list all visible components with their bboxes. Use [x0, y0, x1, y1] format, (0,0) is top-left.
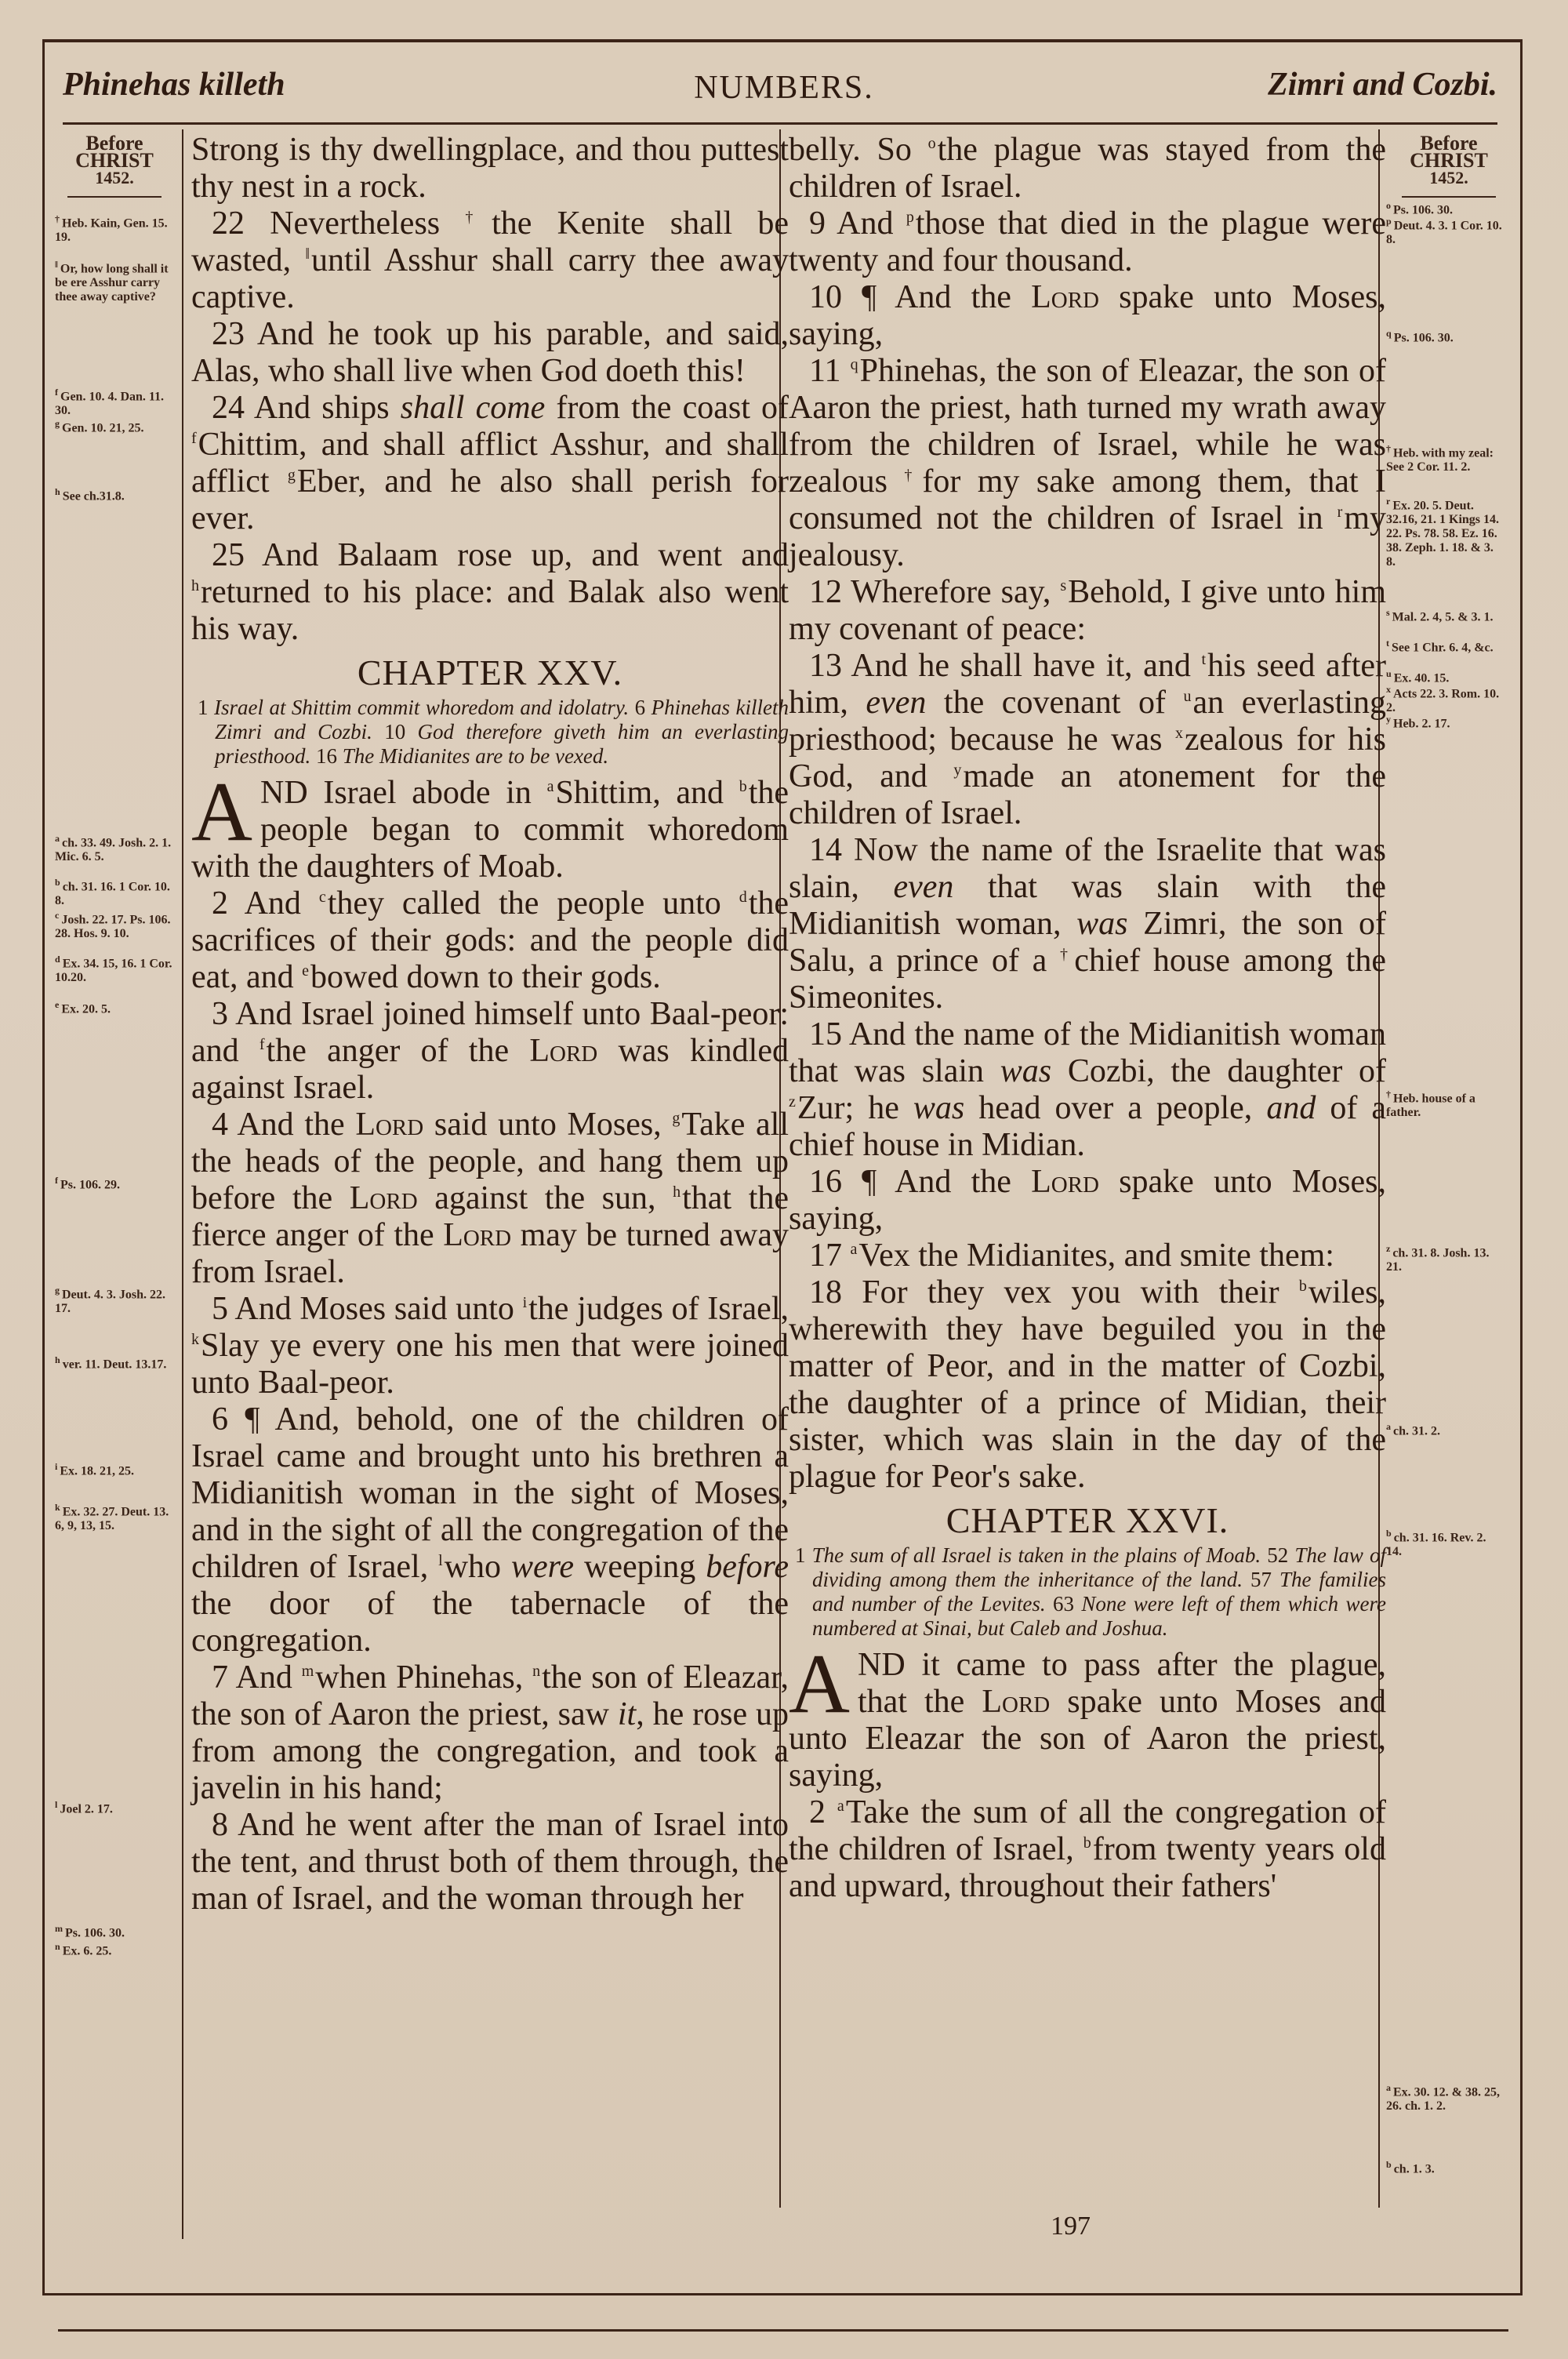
margin-note: † Heb. with my zeal: See 2 Cor. 11. 2. — [1386, 443, 1494, 474]
chapter-summary: 1 Israel at Shittim commit whoredom and idolatry. 6 Phinehas killeth Zimri and Cozbi. 10 God therefore giveth him an everlasting priesthood. 16 The Midianites are to be vexed. — [198, 696, 789, 768]
verse-2: 2 $^a$Take the sum of all the congregation of the children of Israel, $^b$from twenty years old and upward, throughout their fathers' — [789, 1794, 1387, 1904]
verse-13: 13 And he shall have it, and $^t$his seed after him, even the covenant of $^u$an everlasting priesthood; because he was $^x$zealous for his God, and $^y$made an atonement for the children of Israel. — [789, 648, 1387, 831]
era-label — [52, 125, 177, 187]
verse-6: 6 ¶ And, behold, one of the children of Israel came and brought unto his brethren a Midianitish woman in the sight of Moses, and in the sight of all the congregation of the children of Israel, $^l$who were weeping before the door of the tabernacle of the congregation. — [191, 1401, 789, 1659]
margin-note: $^b$ ch. 1. 3. — [1386, 2159, 1435, 2176]
margin-note: $^z$ ch. 31. 8. Josh. 13. 21. — [1386, 1243, 1490, 1274]
verse-7: 7 And $^m$when Phinehas, $^n$the son of Eleazar, the son of Aaron the priest, saw it, he rose up from among the congregation, and took a javelin in his hand; — [191, 1659, 789, 1806]
verse-4: 4 And the Lord said unto Moses, $^g$Take all the heads of the people, and hang them up before the Lord against the sun, $^h$that the fierce anger of the Lord may be turned away from Israel. — [191, 1107, 789, 1290]
verse-1: AND it came to pass after the plague, that the Lord spake unto Moses and unto Eleazar the son of Aaron the priest, saying, — [789, 1637, 1386, 1794]
margin-note: † Heb. Kain, Gen. 15. 19. — [55, 213, 168, 245]
column-rule-left — [182, 129, 183, 2239]
chapter-summary: 1 The sum of all Israel is taken in the plains of Moab. 52 The law of dividing among them the inheritance of the land. 57 The families and number of the Levites. 63 None were left of them which were numbered at Sinai, but Caleb and Joshua. — [795, 1543, 1387, 1640]
verse-5: 5 And Moses said unto $^i$the judges of Israel, $^k$Slay ye every one his men that were joined unto Baal-peor. — [191, 1291, 789, 1401]
margin-note: ‖ Or, how long shall it be ere Asshur carry thee away captive? — [55, 259, 169, 304]
margin-note: $^q$ Ps. 106. 30. — [1386, 328, 1454, 345]
margin-note: $^g$ Deut. 4. 3. Josh. 22. 17. — [55, 1285, 166, 1316]
margin-note: $^f$ Gen. 10. 4. Dan. 11. 30. — [55, 387, 165, 418]
verse-17: 17 $^a$Vex the Midianites, and smite them: — [809, 1238, 1334, 1274]
era-christ: CHRIST — [75, 149, 154, 172]
margin-note: $^b$ ch. 31. 16. 1 Cor. 10. 8. — [55, 877, 170, 908]
running-head-left: Phinehas killeth — [63, 67, 285, 103]
chapter-heading: CHAPTER XXVI. — [946, 1500, 1229, 1540]
era-before: Before — [1420, 132, 1478, 154]
margin-note: $^r$ Ex. 20. 5. Deut. 32.16, 21. 1 Kings 14. 22. Ps. 78. 58. Ez. 16. 38. Zeph. 1. 18. & 3. 8. — [1386, 496, 1500, 569]
verse-22: 22 Nevertheless †the Kenite shall be wasted, ‖until Asshur shall carry thee away captive. — [191, 205, 789, 315]
bottom-rule — [58, 2329, 1508, 2332]
margin-note: $^a$ ch. 31. 2. — [1386, 1421, 1440, 1438]
verse-23: 23 And he took up his parable, and said, Alas, who shall live when God doeth this! — [191, 316, 789, 389]
chapter-heading: CHAPTER XXV. — [357, 652, 623, 692]
verse-10: 10 ¶ And the Lord spake unto Moses, saying, — [789, 279, 1386, 352]
running-head-right: Zimri and Cozbi. — [1268, 67, 1497, 103]
left-margin-references — [52, 125, 177, 204]
margin-note: $^b$ ch. 31. 16. Rev. 2. 14. — [1386, 1528, 1486, 1559]
margin-note: $^y$ Heb. 2. 17. — [1386, 714, 1450, 731]
verse-1: AND Israel abode in $^a$Shittim, and $^b$the people began to commit whoredom with the daughters of Moab. — [191, 765, 789, 885]
verse-15: 15 And the name of the Midianitish woman that was slain was Cozbi, the daughter of $^z$Zur; he was head over a people, and of a chief house in Midian. — [789, 1016, 1386, 1163]
verse-11: 11 $^q$Phinehas, the son of Eleazar, the son of Aaron the priest, hath turned my wrath away from the children of Israel, while he was zealous †for my sake among them, that I consumed not the children of Israel in $^r$my jealousy. — [789, 353, 1387, 573]
margin-note: $^u$ Ex. 40. 15. — [1386, 668, 1450, 685]
header-rule — [63, 122, 1497, 125]
drop-cap: A — [789, 1637, 850, 1731]
margin-note: $^e$ Ex. 20. 5. — [55, 999, 111, 1016]
drop-cap: A — [191, 765, 252, 859]
verse-18: 18 For they vex you with their $^b$wiles, wherewith they have beguiled you in the matter of Peor, and in the matter of Cozbi, the daughter of a prince of Midian, their sister, which was slain in the day of the plague for Peor's sake. — [789, 1274, 1386, 1495]
margin-note: $^x$ Acts 22. 3. Rom. 10. 2. — [1386, 684, 1500, 715]
margin-note: $^h$ See ch.31.8. — [55, 486, 125, 503]
era-before: Before — [85, 132, 143, 154]
era-rule — [67, 196, 162, 198]
margin-note: $^l$ Joel 2. 17. — [55, 1799, 113, 1816]
era-label — [1386, 125, 1512, 187]
margin-note: $^c$ Josh. 22. 17. Ps. 106. 28. Hos. 9. 10. — [55, 910, 171, 941]
margin-note: $^n$ Ex. 6. 25. — [55, 1941, 112, 1958]
text-column-right — [789, 132, 1386, 1905]
page-header — [63, 55, 1505, 118]
margin-note: † Heb. house of a father. — [1386, 1089, 1475, 1120]
verse-2: 2 And $^c$they called the people unto $^d$the sacrifices of their gods: and the people did eat, and $^e$bowed down to their gods. — [191, 885, 789, 995]
margin-note: $^t$ See 1 Chr. 6. 4, &c. — [1386, 638, 1494, 655]
verse-25: 25 And Balaam rose up, and went and $^h$returned to his place: and Balak also went his way. — [191, 537, 789, 647]
era-year: 1452. — [95, 168, 134, 187]
verse-9: 9 And $^p$those that died in the plague were twenty and four thousand. — [789, 205, 1386, 278]
verse-12: 12 Wherefore say, $^s$Behold, I give unto him my covenant of peace: — [789, 574, 1386, 647]
margin-note: $^s$ Mal. 2. 4, 5. & 3. 1. — [1386, 607, 1494, 624]
text-column-left — [191, 132, 789, 1917]
right-margin-references — [1386, 125, 1512, 204]
book-title: NUMBERS. — [694, 70, 874, 106]
verse-16: 16 ¶ And the Lord spake unto Moses, saying, — [789, 1164, 1386, 1237]
margin-note: $^o$ Ps. 106. 30. — [1386, 200, 1453, 217]
era-christ: CHRIST — [1410, 149, 1488, 172]
verse-14: 14 Now the name of the Israelite that was slain, even that was slain with the Midianitish woman, was Zimri, the son of Salu, a prince of a †chief house among the Simeonites. — [789, 832, 1386, 1016]
verse-3: 3 And Israel joined himself unto Baal-peor: and $^f$the anger of the Lord was kindled against Israel. — [191, 996, 789, 1106]
margin-note: $^h$ ver. 11. Deut. 13.17. — [55, 1354, 167, 1372]
era-year: 1452. — [1429, 168, 1468, 187]
margin-note: $^m$ Ps. 106. 30. — [55, 1923, 125, 1940]
margin-note: $^a$ Ex. 30. 12. & 38. 25, 26. ch. 1. 2. — [1386, 2082, 1500, 2114]
margin-note: $^g$ Gen. 10. 21, 25. — [55, 418, 144, 435]
margin-note: $^f$ Ps. 106. 29. — [55, 1175, 120, 1192]
verse: Strong is thy dwellingplace, and thou puttest thy nest in a rock. — [191, 132, 789, 205]
verse-24: 24 And ships shall come from the coast of $^f$Chittim, and shall afflict Asshur, and shall afflict $^g$Eber, and he also shall perish for ever. — [191, 390, 789, 536]
verse-8: 8 And he went after the man of Israel into the tent, and thrust both of them through, the man of Israel, and the woman through her — [191, 1807, 789, 1917]
margin-note: $^a$ ch. 33. 49. Josh. 2. 1. Mic. 6. 5. — [55, 833, 172, 864]
margin-note: $^p$ Deut. 4. 3. 1 Cor. 10. 8. — [1386, 216, 1502, 247]
era-rule — [1402, 196, 1496, 198]
margin-note: $^i$ Ex. 18. 21, 25. — [55, 1461, 135, 1478]
margin-note: $^k$ Ex. 32. 27. Deut. 13. 6, 9, 13, 15. — [55, 1502, 169, 1533]
margin-note: $^d$ Ex. 34. 15, 16. 1 Cor. 10.20. — [55, 954, 172, 985]
verse: belly. So $^o$the plague was stayed from the children of Israel. — [789, 132, 1386, 205]
page-number: 197 — [1051, 2212, 1091, 2241]
